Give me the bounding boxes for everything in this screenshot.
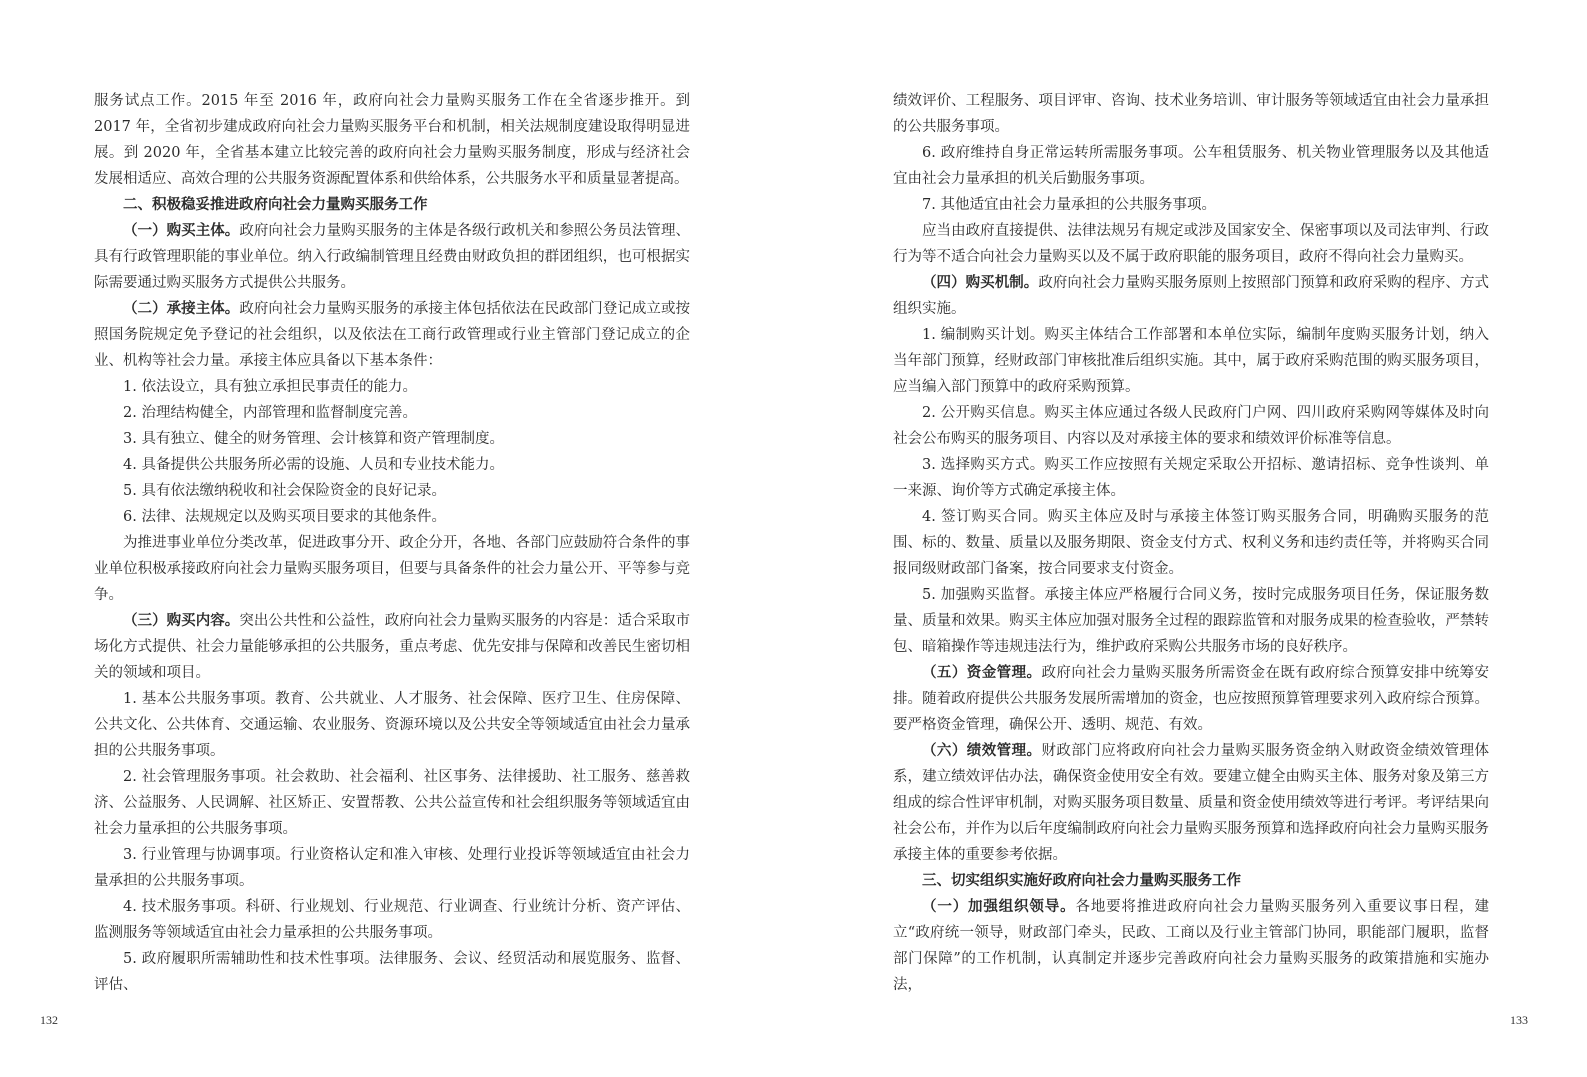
lead-purchase-content: （三）购买内容。 (123, 612, 240, 629)
text-fund-management: 政府向社会力量购买服务所需资金在既有政府综合预算安排中统筹安排。随着政府提供公共服务发展所需增加的资金，也应按照预算管理要求列入政府综合预算。要严格资金管理，确保公开、透明、规范、有效。 (893, 665, 1490, 733)
paragraph-purchase-content (94, 608, 690, 686)
paragraph-organization-leadership (893, 894, 1489, 998)
paragraph-performance-management (893, 738, 1489, 868)
lead-performance-management: （六）绩效管理。 (922, 742, 1042, 759)
text-performance-management: 财政部门应将政府向社会力量购买服务资金纳入财政资金绩效管理体系，建立绩效评估办法，确保资金使用安全有效。要建立健全由购买主体、服务对象及第三方组成的综合性评审机制，对购买服务项目数量、质量和资金使用绩效等进行考评。考评结果向社会公布，并作为以后年度编制政府向社会力量购买服务预算和选择政府向社会力量购买服务承接主体的重要参考依据。 (893, 743, 1490, 863)
paragraph-purchase-subject (94, 218, 690, 296)
paragraph-purchase-mechanism (893, 270, 1489, 322)
lead-fund-management: （五）资金管理。 (922, 664, 1042, 681)
content-item: 4. 技术服务事项。科研、行业规划、行业规范、行业调查、行业统计分析、资产评估、监测服务等领域适宜由社会力量承担的公共服务事项。 (94, 899, 690, 941)
paragraph-reform: 为推进事业单位分类改革，促进政事分开、政企分开，各地、各部门应鼓励符合条件的事业单位积极承接政府向社会力量购买服务项目，但要与具备条件的社会力量公开、平等参与竞争。 (94, 535, 690, 603)
page-number-left: 132 (40, 1013, 58, 1027)
condition-item: 4. 具备提供公共服务所必需的设施、人员和专业技术能力。 (123, 457, 504, 473)
section-heading-3: 三、切实组织实施好政府向社会力量购买服务工作 (922, 872, 1241, 889)
right-page (893, 88, 1489, 998)
content-item: 6. 政府维持自身正常运转所需服务事项。公车租赁服务、机关物业管理服务以及其他适宜由社会力量承担的机关后勤服务事项。 (893, 145, 1489, 187)
condition-item: 5. 具有依法缴纳税收和社会保险资金的良好记录。 (123, 483, 446, 499)
mechanism-item: 4. 签订购买合同。购买主体应及时与承接主体签订购买服务合同，明确购买服务的范围、标的、数量、质量以及服务期限、资金支付方式、权利义务和违约责任等，并将购买合同报同级财政部门备案，按合同要求支付资金。 (893, 509, 1489, 577)
mechanism-item: 1. 编制购买计划。购买主体结合工作部署和本单位实际，编制年度购买服务计划，纳入当年部门预算，经财政部门审核批准后组织实施。其中，属于政府采购范围的购买服务项目，应当编入部门预算中的政府采购预算。 (893, 327, 1489, 395)
paragraph-exclusions: 应当由政府直接提供、法律法规另有规定或涉及国家安全、保密事项以及司法审判、行政行为等不适合向社会力量购买以及不属于政府职能的服务项目，政府不得向社会力量购买。 (893, 223, 1489, 265)
left-page (94, 88, 690, 998)
section-heading-2: 二、积极稳妥推进政府向社会力量购买服务工作 (123, 196, 428, 213)
paragraph-item5-continuation: 绩效评价、工程服务、项目评审、咨询、技术业务培训、审计服务等领域适宜由社会力量承担的公共服务事项。 (893, 93, 1489, 135)
condition-item: 1. 依法设立，具有独立承担民事责任的能力。 (123, 379, 417, 395)
lead-purchase-subject: （一）购买主体。 (123, 222, 240, 239)
paragraph-undertaking-subject (94, 296, 690, 374)
text-purchase-mechanism: 政府向社会力量购买服务原则上按照部门预算和政府采购的程序、方式组织实施。 (893, 275, 1490, 317)
page-number-right: 133 (1510, 1013, 1528, 1027)
text-undertaking-subject: 政府向社会力量购买服务的承接主体包括依法在民政部门登记成立或按照国务院规定免予登记的社会组织，以及依法在工商行政管理或行业主管部门登记成立的企业、机构等社会力量。承接主体应具备以下基本条件： (94, 301, 691, 369)
condition-item: 2. 治理结构健全，内部管理和监督制度完善。 (123, 405, 417, 421)
text-purchase-content: 突出公共性和公益性，政府向社会力量购买服务的内容是：适合采取市场化方式提供、社会力量能够承担的公共服务，重点考虑、优先安排与保障和改善民生密切相关的领域和项目。 (94, 613, 691, 681)
content-item: 1. 基本公共服务事项。教育、公共就业、人才服务、社会保障、医疗卫生、住房保障、公共文化、公共体育、交通运输、农业服务、资源环境以及公共安全等领域适宜由社会力量承担的公共服务事项。 (94, 691, 690, 759)
paragraph-fund-management (893, 660, 1489, 738)
content-item: 5. 政府履职所需辅助性和技术性事项。法律服务、会议、经贸活动和展览服务、监督、评估、 (94, 951, 690, 993)
condition-item: 3. 具有独立、健全的财务管理、会计核算和资产管理制度。 (123, 431, 504, 447)
content-item: 3. 行业管理与协调事项。行业资格认定和准入审核、处理行业投诉等领域适宜由社会力量承担的公共服务事项。 (94, 847, 690, 889)
content-item: 7. 其他适宜由社会力量承担的公共服务事项。 (922, 197, 1216, 213)
content-item: 2. 社会管理服务事项。社会救助、社会福利、社区事务、法律援助、社工服务、慈善救济、公益服务、人民调解、社区矫正、安置帮教、公共公益宣传和社会组织服务等领域适宜由社会力量承担的公共服务事项。 (94, 769, 690, 837)
text-organization-leadership: 各地要将推进政府向社会力量购买服务列入重要议事日程，建立“政府统一领导，财政部门牵头，民政、工商以及行业主管部门协同，职能部门履职，监督部门保障”的工作机制，认真制定并逐步完善政府向社会力量购买服务的政策措施和实施办法， (893, 899, 1490, 993)
mechanism-item: 3. 选择购买方式。购买工作应按照有关规定采取公开招标、邀请招标、竞争性谈判、单一来源、询价等方式确定承接主体。 (893, 457, 1489, 499)
paragraph-pilot-continuation: 服务试点工作。2015 年至 2016 年，政府向社会力量购买服务工作在全省逐步推开。到 2017 年，全省初步建成政府向社会力量购买服务平台和机制，相关法规制度建设取得明显进展。到 2020 年，全省基本建立比较完善的政府向社会力量购买服务制度，形成与经济社会发展相适应、高效合理的公共服务资源配置体系和供给体系，公共服务水平和质量显著提高。 (94, 93, 690, 187)
lead-undertaking-subject: （二）承接主体。 (123, 300, 240, 317)
text-purchase-subject: 政府向社会力量购买服务的主体是各级行政机关和参照公务员法管理、具有行政管理职能的事业单位。纳入行政编制管理且经费由财政负担的群团组织，也可根据实际需要通过购买服务方式提供公共服务。 (94, 223, 691, 291)
mechanism-item: 5. 加强购买监督。承接主体应严格履行合同义务，按时完成服务项目任务，保证服务数量、质量和效果。购买主体应加强对服务全过程的跟踪监管和对服务成果的检查验收，严禁转包、暗箱操作等违规违法行为，维护政府采购公共服务市场的良好秩序。 (893, 587, 1489, 655)
mechanism-item: 2. 公开购买信息。购买主体应通过各级人民政府门户网、四川政府采购网等媒体及时向社会公布购买的服务项目、内容以及对承接主体的要求和绩效评价标准等信息。 (893, 405, 1489, 447)
condition-item: 6. 法律、法规规定以及购买项目要求的其他条件。 (123, 509, 446, 525)
lead-purchase-mechanism: （四）购买机制。 (922, 274, 1039, 291)
lead-organization-leadership: （一）加强组织领导。 (922, 898, 1076, 915)
